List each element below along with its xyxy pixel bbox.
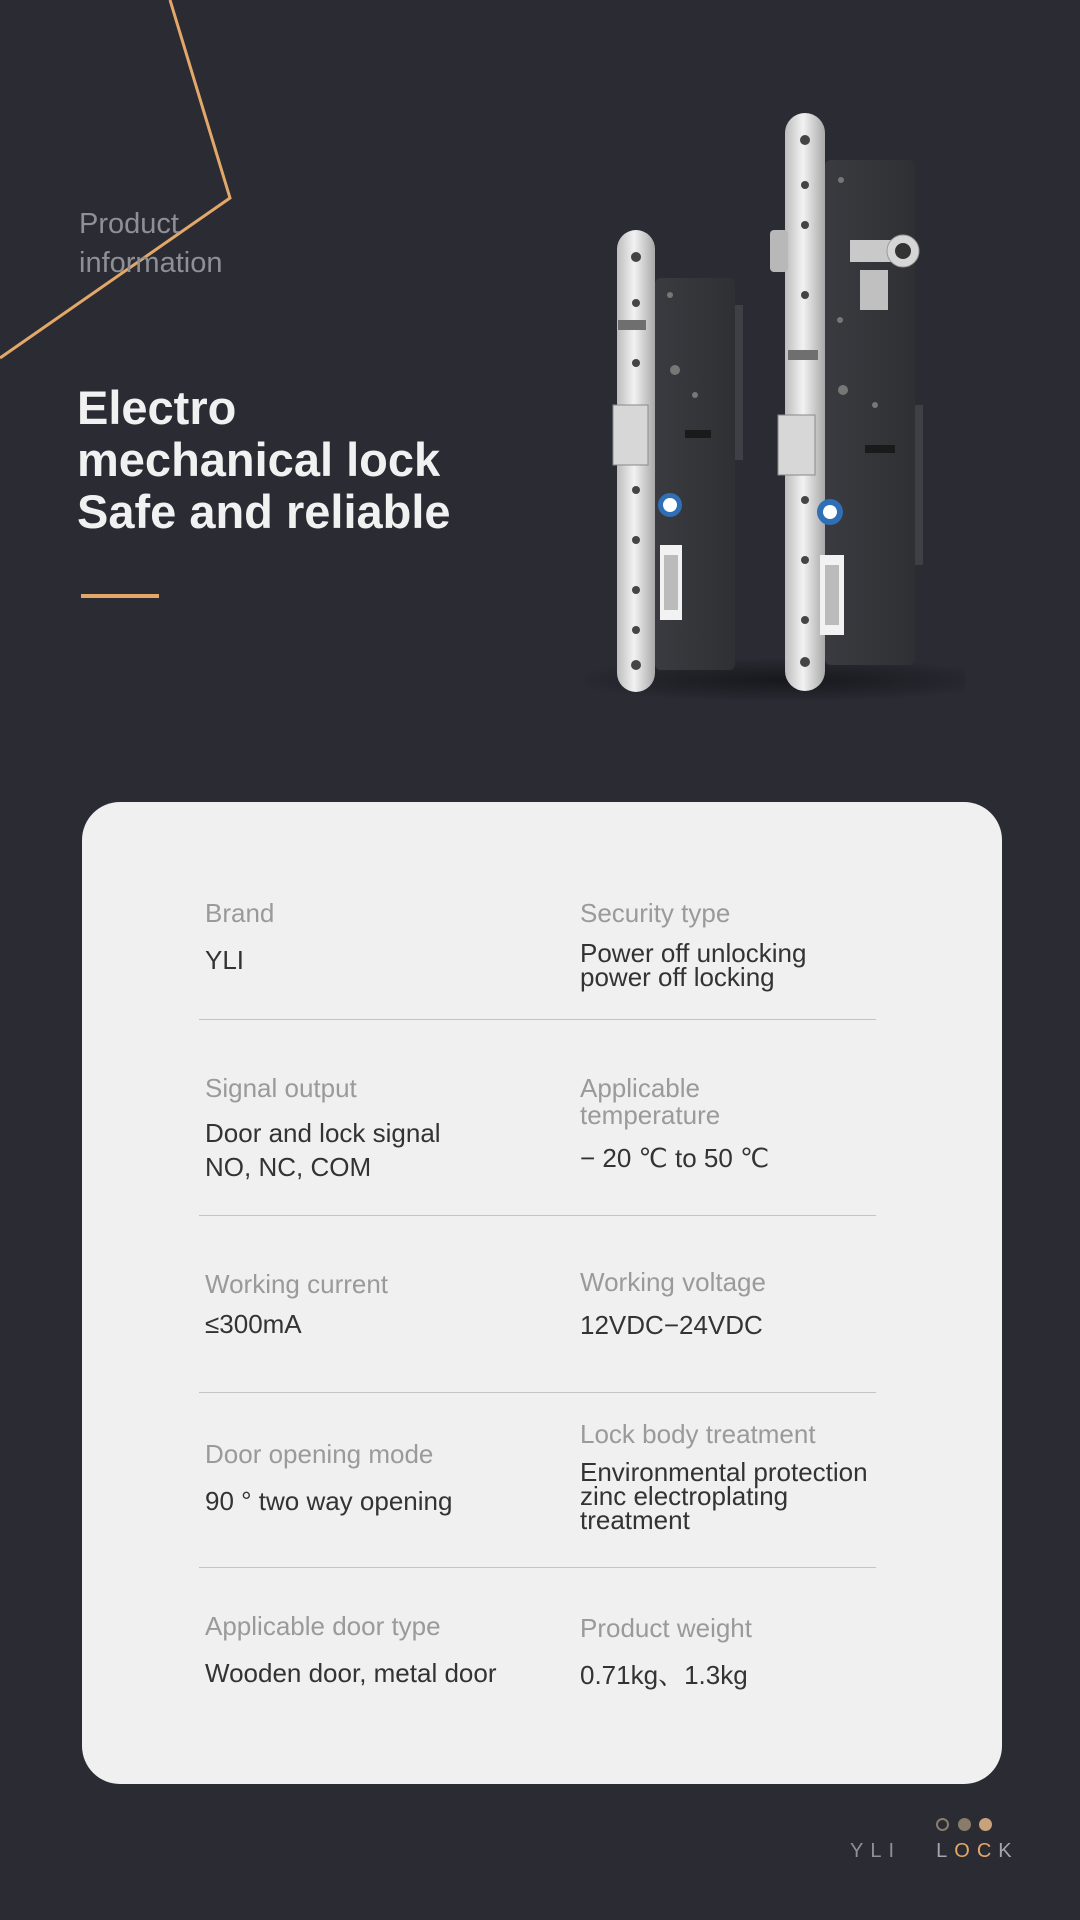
spec-label: Working current bbox=[205, 1269, 389, 1299]
spec-value: ≤300mA bbox=[205, 1309, 302, 1339]
spec-label: Lock body treatment bbox=[580, 1419, 816, 1449]
footer-dots bbox=[936, 1818, 996, 1834]
headline bbox=[77, 382, 597, 538]
spec-row bbox=[199, 1613, 876, 1703]
spec-value: Environmental protection zinc electroplating treatment bbox=[580, 1457, 868, 1535]
headline-line-1: Electro bbox=[77, 381, 237, 434]
lock-product-image bbox=[585, 105, 965, 705]
product-information-kicker: Product information bbox=[79, 208, 223, 279]
spec-item-applicable-door-type bbox=[205, 1613, 525, 1687]
spec-label: Brand bbox=[205, 898, 275, 928]
brand-wordmark bbox=[850, 1840, 1019, 1863]
brand-letter: C bbox=[976, 1840, 999, 1862]
spec-item-security-type bbox=[580, 898, 880, 992]
spec-label: Security type bbox=[580, 898, 731, 928]
accent-bar bbox=[81, 594, 159, 598]
spec-label: Signal output bbox=[205, 1073, 357, 1103]
spec-value: YLI bbox=[205, 945, 245, 975]
spec-value: Power off unlocking power off locking bbox=[580, 938, 807, 992]
filled-dot bbox=[979, 1818, 992, 1831]
spec-item-applicable-temperature bbox=[580, 1075, 880, 1172]
spec-value: 12VDC−24VDC bbox=[580, 1310, 763, 1340]
spec-card bbox=[82, 802, 1002, 1784]
spec-value: Wooden door, metal door bbox=[205, 1658, 497, 1688]
spec-row bbox=[199, 1421, 876, 1568]
spec-value: − 20 ℃ to 50 ℃ bbox=[580, 1143, 770, 1173]
decorative-line-art bbox=[0, 0, 260, 380]
spec-item-working-current bbox=[205, 1271, 525, 1338]
spec-item-product-weight bbox=[580, 1615, 880, 1689]
spec-label: Applicable temperature bbox=[580, 1073, 721, 1130]
spec-value: 0.71kg、1.3kg bbox=[580, 1660, 748, 1690]
spec-label: Working voltage bbox=[580, 1267, 766, 1297]
spec-item-lock-body-treatment bbox=[580, 1419, 900, 1535]
brand-prefix: YLI bbox=[850, 1840, 902, 1862]
spec-row bbox=[199, 900, 876, 1020]
spec-item-signal-output bbox=[205, 1075, 525, 1184]
brand-letter: K bbox=[998, 1840, 1019, 1862]
small-lock-body bbox=[613, 230, 743, 692]
spec-label: Door opening mode bbox=[205, 1439, 434, 1469]
headline-line-3: Safe and reliable bbox=[77, 485, 451, 538]
brand-letter: L bbox=[936, 1840, 955, 1862]
spec-label: Product weight bbox=[580, 1613, 752, 1643]
spec-value: 90 ° two way opening bbox=[205, 1486, 453, 1516]
spec-label: Applicable door type bbox=[205, 1611, 441, 1641]
headline-line-2: mechanical lock bbox=[77, 433, 441, 486]
spec-item-door-opening-mode bbox=[205, 1441, 525, 1515]
spec-value: Door and lock signal NO, NC, COM bbox=[205, 1118, 441, 1182]
spec-item-working-voltage bbox=[580, 1269, 880, 1339]
spec-row bbox=[199, 1269, 876, 1393]
spec-row bbox=[199, 1075, 876, 1216]
spec-item-brand bbox=[205, 900, 525, 974]
outline-dot bbox=[936, 1818, 949, 1831]
large-lock-body bbox=[770, 113, 923, 691]
filled-dot bbox=[958, 1818, 971, 1831]
brand-letter: O bbox=[954, 1840, 977, 1862]
